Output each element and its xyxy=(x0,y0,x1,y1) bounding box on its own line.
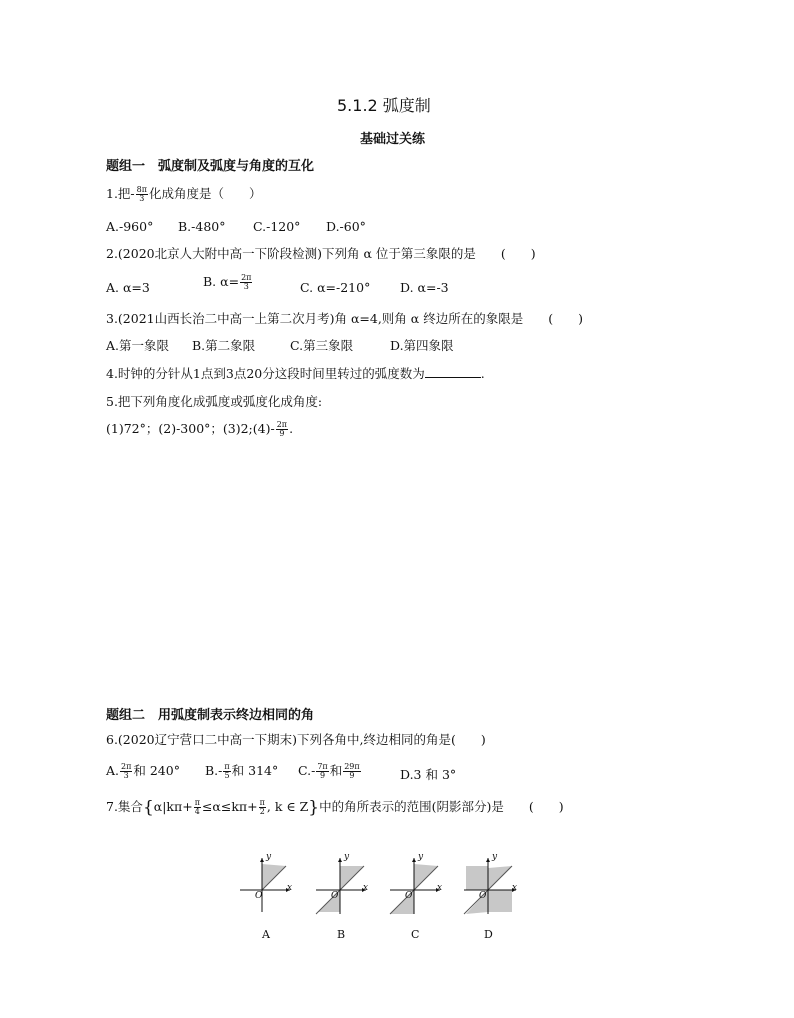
q1-prefix: 1.把- xyxy=(106,186,135,201)
page-subtitle: 基础过关练 xyxy=(360,132,426,147)
diagram-b-y-label: y xyxy=(344,852,350,862)
q1-fraction: $\frac{8\pi}{3}$ xyxy=(136,185,148,203)
q3-option-b: B.第二象限 xyxy=(192,338,256,353)
question-6: 6.(2020辽宁营口二中高一下期末)下列各角中,终边相同的角是( ) xyxy=(106,732,486,747)
question-5: 5.把下列角度化成弧度或弧度化成角度: xyxy=(106,394,323,409)
q2-option-b-fraction: $\frac{2\pi}{3}$ xyxy=(241,273,252,291)
q1-option-b: B.-480° xyxy=(178,219,226,234)
diagram-b-label: B xyxy=(337,928,346,941)
q1-suffix: 化成角度是（ ） xyxy=(149,186,262,201)
diagram-c-x-label: x xyxy=(437,883,443,893)
q1-option-d: D.-60° xyxy=(326,219,366,234)
group-heading-1: 题组一 弧度制及弧度与角度的互化 xyxy=(106,159,315,174)
question-7: 7.集合{α|kπ+ $\frac{\pi}{4}$ ≤α≤kπ+ $\frac{\pi}{2}$ , k ∈ Z}中的角所表示的范围(阴影部分)是 ( ) xyxy=(106,797,564,818)
q2-option-a: A. α=3 xyxy=(106,280,150,295)
question-3: 3.(2021山西长治二中高一上第二次月考)角 α=4,则角 α 终边所在的象限是 ( ) xyxy=(106,311,583,326)
diagram-c-origin: O xyxy=(405,891,413,901)
q6-option-a: A. $\frac{2\pi}{3}$ 和 240° xyxy=(106,762,180,780)
diagram-c-y-label: y xyxy=(418,852,424,862)
diagram-a-x-label: x xyxy=(287,883,293,893)
question-4: 4.时钟的分针从1点到3点20分这段时间里转过的弧度数为 . xyxy=(106,366,485,381)
q1-option-a: A.-960° xyxy=(106,219,154,234)
diagram-c-label: C xyxy=(411,928,420,941)
diagram-a-label: A xyxy=(262,928,270,941)
q3-option-d: D.第四象限 xyxy=(390,338,454,353)
question-1 xyxy=(106,185,262,203)
page-title: 5.1.2 弧度制 xyxy=(337,96,431,115)
q6-option-c: C.- $\frac{7\pi}{9}$ 和 $\frac{29\pi}{9}$ xyxy=(298,762,360,780)
q6-option-d: D.3 和 3° xyxy=(400,767,457,782)
diagram-d-x-label: x xyxy=(512,883,518,893)
q5-fraction: $\frac{2\pi}{9}$ xyxy=(276,420,288,438)
diagram-d-label: D xyxy=(484,928,493,941)
q2-option-d: D. α=-3 xyxy=(400,280,449,295)
q3-option-c: C.第三象限 xyxy=(290,338,354,353)
answer-blank xyxy=(425,365,481,378)
group-heading-2: 题组二 用弧度制表示终边相同的角 xyxy=(106,708,315,723)
q2-option-b: B. α= $\frac{2\pi}{3}$ xyxy=(203,273,252,291)
q1-option-c: C.-120° xyxy=(253,219,301,234)
diagram-d xyxy=(460,854,520,916)
question-2: 2.(2020北京人大附中高一下阶段检测)下列角 α 位于第三象限的是 ( ) xyxy=(106,246,536,261)
diagram-b-origin: O xyxy=(331,891,339,901)
q6-option-b: B.- $\frac{\pi}{5}$ 和 314° xyxy=(205,762,279,780)
q5-parts: (1)72°；(2)-300°；(3)2;(4)- $\frac{2\pi}{9}$ . xyxy=(106,420,294,438)
q2-option-c: C. α=-210° xyxy=(300,280,371,295)
q3-option-a: A.第一象限 xyxy=(106,338,170,353)
diagram-a-origin: O xyxy=(255,891,263,901)
diagram-a-y-label: y xyxy=(266,852,272,862)
diagram-b-x-label: x xyxy=(363,883,369,893)
diagram-d-origin: O xyxy=(479,891,487,901)
diagram-d-y-label: y xyxy=(492,852,498,862)
